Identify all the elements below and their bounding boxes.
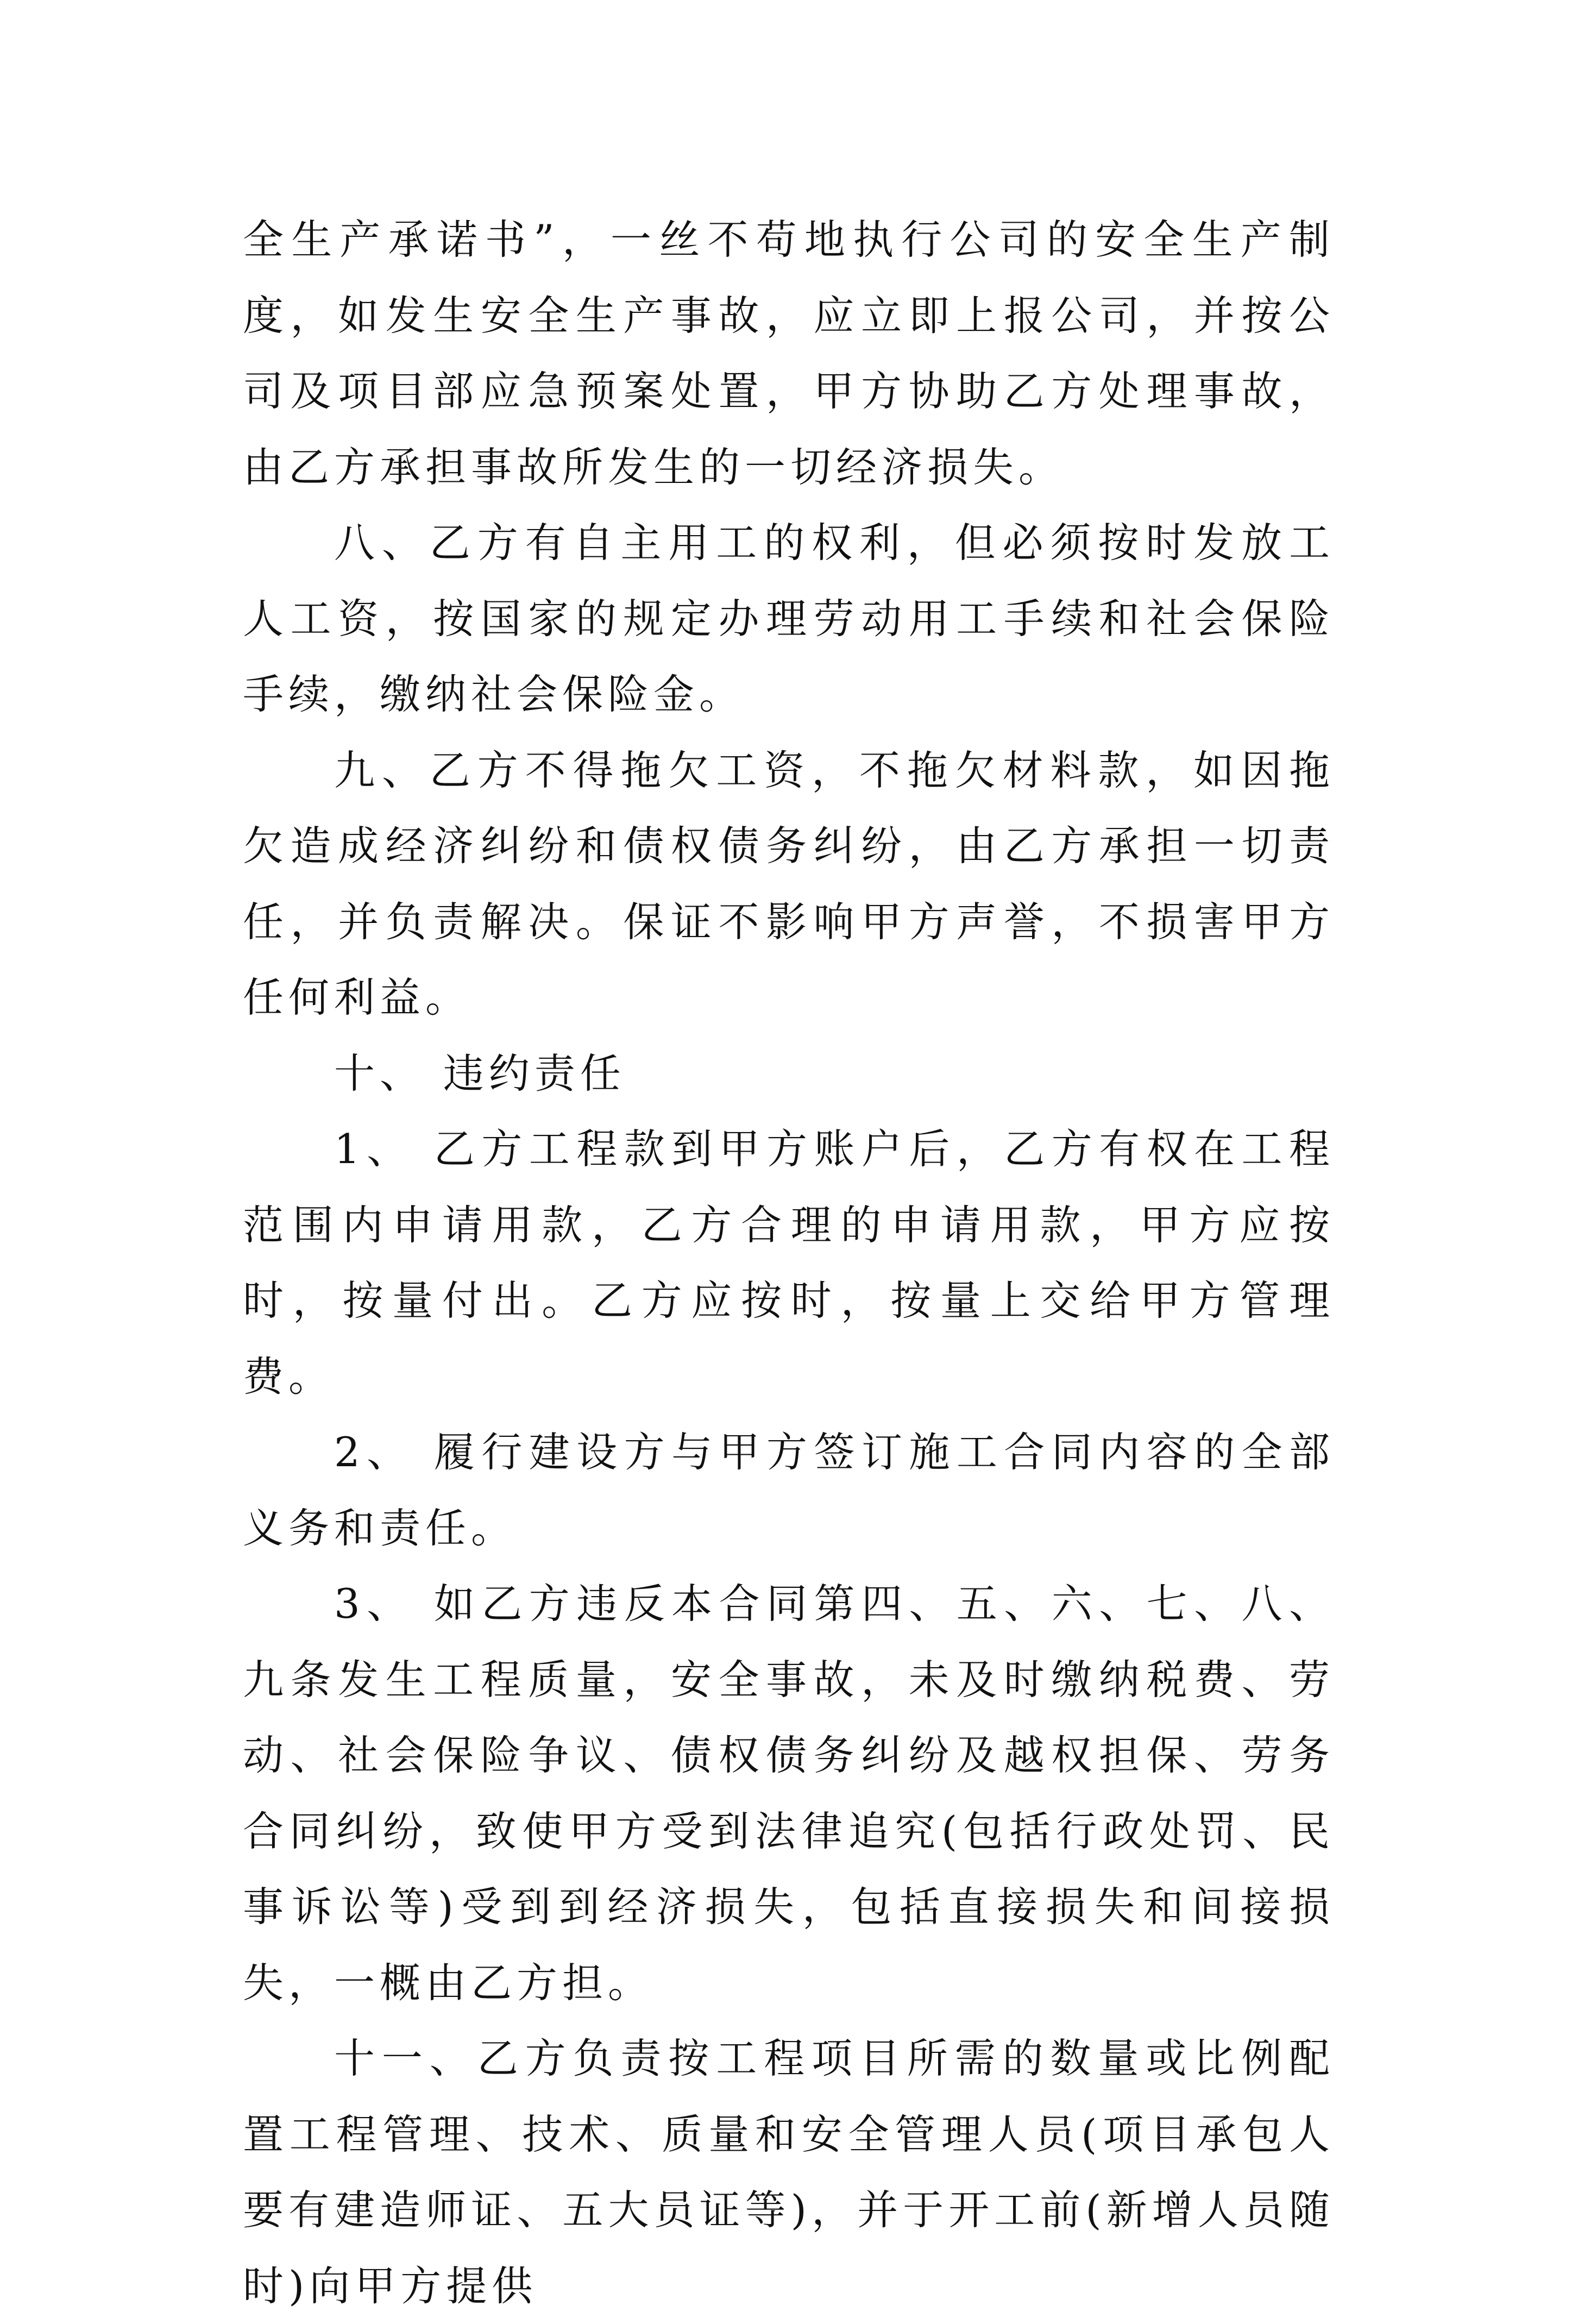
paragraph-clause-8: 八、乙方有自主用工的权利，但必须按时发放工人工资，按国家的规定办理劳动用工手续和社会保险手续，缴纳社会保险金。 xyxy=(243,519,1335,718)
paragraph-clause-9: 九、乙方不得拖欠工资，不拖欠材料款，如因拖欠造成经济纠纷和债权债务纠纷，由乙方承担一切责任，并负责解决。保证不影响甲方声誉，不损害甲方任何利益。 xyxy=(243,746,1335,1021)
document-body xyxy=(243,202,1335,2324)
paragraph-clause-10-item-1: 1、 乙方工程款到甲方账户后，乙方有权在工程范围内申请用款，乙方合理的申请用款，甲方应按时，按量付出。乙方应按时，按量上交给甲方管理费。 xyxy=(243,1125,1335,1400)
paragraph-clause-11: 十一、乙方负责按工程项目所需的数量或比例配置工程管理、技术、质量和安全管理人员(项目承包人要有建造师证、五大员证等)，并于开工前(新增人员随时)向甲方提供 xyxy=(243,2034,1335,2310)
heading-clause-10: 十、 违约责任 xyxy=(334,1049,626,1097)
paragraph-clause-10-item-3: 3、 如乙方违反本合同第四、五、六、七、八、九条发生工程质量，安全事故，未及时缴纳税费、劳动、社会保险争议、债权债务纠纷及越权担保、劳务合同纠纷，致使甲方受到法律追究(包括行政处罚、民事诉讼等)受到到经济损失，包括直接损失和间接损失，一概由乙方担。 xyxy=(243,1580,1335,2007)
paragraph-clause-10-item-2: 2、 履行建设方与甲方签订施工合同内容的全部义务和责任。 xyxy=(243,1428,1335,1552)
paragraph-safety-commitment: 全生产承诺书”，一丝不苟地执行公司的安全生产制度，如发生安全生产事故，应立即上报公司，并按公司及项目部应急预案处置，甲方协助乙方处理事故，由乙方承担事故所发生的一切经济损失。 xyxy=(243,216,1335,491)
